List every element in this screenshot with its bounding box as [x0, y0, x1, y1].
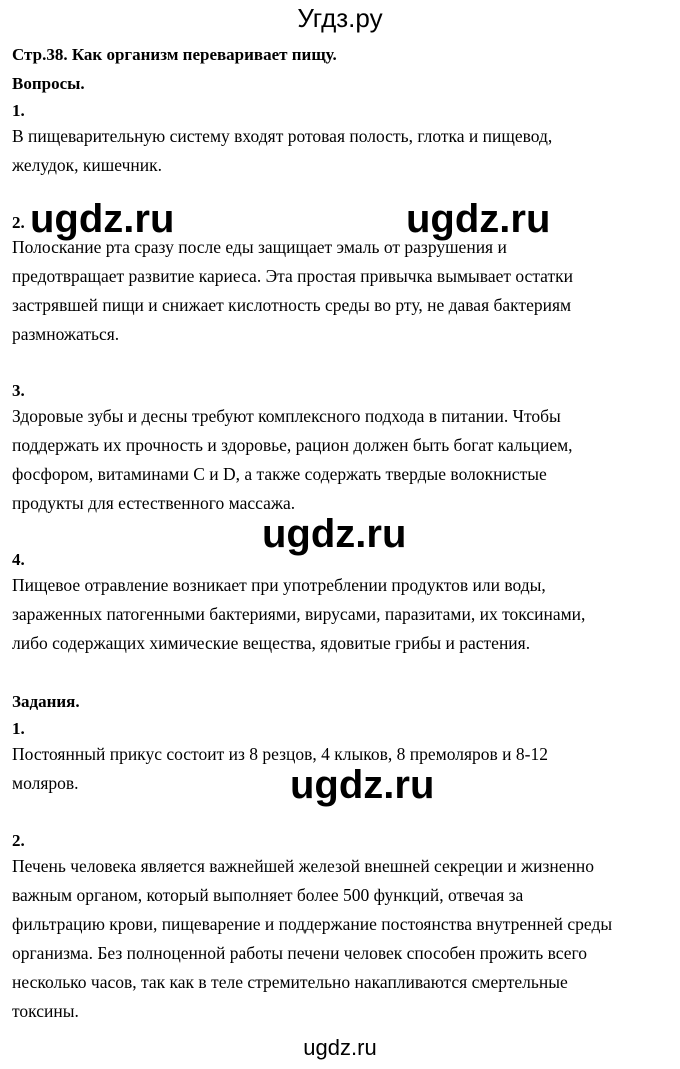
footer-watermark[interactable]: ugdz.ru: [303, 1035, 377, 1060]
answer-line: организма. Без полноценной работы печени человек способен прожить всего: [12, 943, 587, 963]
question-number: 2.: [12, 213, 25, 232]
answer-line: застрявшей пищи и снижает кислотность среды во рту, не давая бактериям: [12, 295, 572, 315]
answer-line: Полоскание рта сразу после еды защищает эмаль от разрушения и: [12, 237, 507, 257]
question-answer: [12, 402, 662, 518]
site-title[interactable]: Угдз.ру: [297, 3, 383, 33]
answer-line: Пищевое отравление возникает при употреблении продуктов или воды,: [12, 575, 546, 595]
answer-line: размножаться.: [12, 324, 120, 344]
answer-line: фильтрацию крови, пищеварение и поддержание постоянства внутренней среды: [12, 914, 613, 934]
question-number: 4.: [12, 550, 25, 569]
answer-line: продукты для естественного массажа.: [12, 493, 296, 513]
page-heading: Стр.38. Как организм переваривает пищу.: [12, 45, 337, 64]
answer-line: поддержать их прочность и здоровье, рацион должен быть богат кальцием,: [12, 435, 573, 455]
answer-line: зараженных патогенными бактериями, вирусами, паразитами, их токсинами,: [12, 604, 586, 624]
answer-line: либо содержащих химические вещества, ядовитые грибы и растения.: [12, 633, 531, 653]
watermark: ugdz.ru: [30, 197, 175, 241]
answer-line: желудок, кишечник.: [12, 155, 162, 175]
answer-line: несколько часов, так как в теле стремительно накапливаются смертельные: [12, 972, 568, 992]
question-number: 1.: [12, 101, 25, 120]
watermark: ugdz.ru: [290, 763, 435, 807]
task-answer: [12, 852, 662, 1026]
task-number: 1.: [12, 719, 25, 738]
question-answer: [12, 571, 662, 658]
answer-line: моляров.: [12, 773, 79, 793]
answer-line: В пищеварительную систему входят ротовая полость, глотка и пищевод,: [12, 126, 553, 146]
answer-line: Здоровые зубы и десны требуют комплексного подхода в питании. Чтобы: [12, 406, 561, 426]
answer-line: фосфором, витаминами С и D, а также содержать твердые волокнистые: [12, 464, 547, 484]
answer-line: Постоянный прикус состоит из 8 резцов, 4 клыков, 8 премоляров и 8-12: [12, 744, 548, 764]
task-number: 2.: [12, 831, 25, 850]
question-number: 3.: [12, 381, 25, 400]
tasks-heading: Задания.: [12, 692, 80, 711]
answer-line: предотвращает развитие кариеса. Эта простая привычка вымывает остатки: [12, 266, 574, 286]
answer-line: Печень человека является важнейшей железой внешней секреции и жизненно: [12, 856, 595, 876]
answer-line: токсины.: [12, 1001, 79, 1021]
answer-line: важным органом, который выполняет более 500 функций, отвечая за: [12, 885, 524, 905]
watermark: ugdz.ru: [262, 512, 407, 556]
questions-heading: Вопросы.: [12, 74, 85, 93]
watermark: ugdz.ru: [406, 197, 551, 241]
question-answer: [12, 122, 662, 180]
question-answer: [12, 233, 662, 349]
